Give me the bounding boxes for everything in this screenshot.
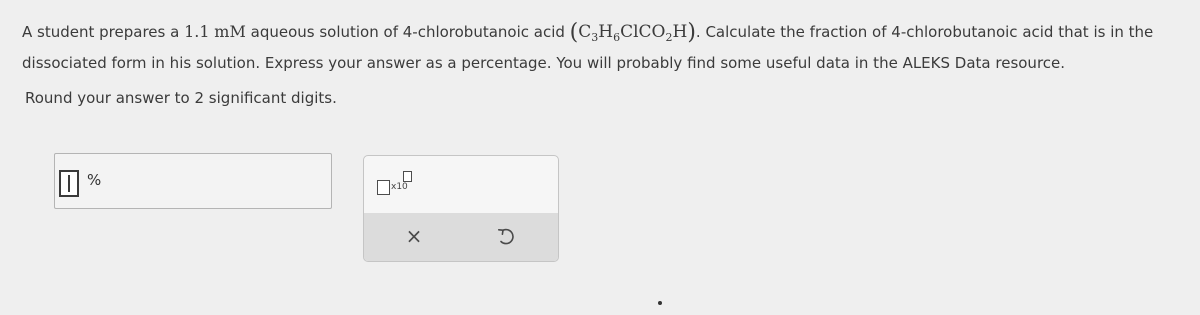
question-text-start: A student prepares a xyxy=(22,23,185,41)
action-bar xyxy=(364,213,559,262)
concentration-value: 1.1 xyxy=(184,22,210,41)
formula-part-h-end: H xyxy=(672,22,688,42)
formula-close-paren: ) xyxy=(687,20,696,45)
question-text-middle: aqueous solution of 4-chlorobutanoic acid xyxy=(245,23,570,41)
stray-dot xyxy=(658,301,662,305)
formula-part-clco: ClCO xyxy=(620,22,666,42)
question-text xyxy=(22,18,1187,77)
math-tool-panel xyxy=(363,155,559,262)
rounding-instruction: Round your answer to 2 significant digits. xyxy=(25,89,337,107)
formula-part-h: H xyxy=(598,22,614,42)
question-line-1 xyxy=(22,18,1187,47)
answer-input[interactable] xyxy=(59,170,79,197)
answer-area[interactable] xyxy=(54,153,332,209)
undo-icon xyxy=(494,224,518,248)
question-line-2: dissociated form in his solution. Express your answer as a percentage. You will probably find some useful data in the ALEKS Data resource. xyxy=(22,54,1066,72)
base-box-icon xyxy=(377,180,390,195)
question-text-end: . Calculate the fraction of 4-chlorobutanoic acid that is in the xyxy=(695,23,1154,41)
text-cursor xyxy=(68,175,70,192)
clear-button[interactable] xyxy=(402,224,426,248)
scientific-notation-button[interactable] xyxy=(375,170,409,196)
close-icon: × xyxy=(405,224,423,248)
undo-button[interactable] xyxy=(494,224,518,248)
percent-unit: % xyxy=(87,171,102,189)
x10-label: x10 xyxy=(391,182,408,192)
exponent-box-icon xyxy=(403,171,412,182)
formula-open-paren: ( xyxy=(569,20,579,45)
formula-sub-3: 3 xyxy=(591,31,599,44)
chemical-formula xyxy=(569,20,696,45)
formula-sub-6: 6 xyxy=(613,31,621,44)
formula-sub-2: 2 xyxy=(665,31,673,44)
concentration-unit: mM xyxy=(214,22,246,41)
formula-part-c: C xyxy=(578,22,592,42)
